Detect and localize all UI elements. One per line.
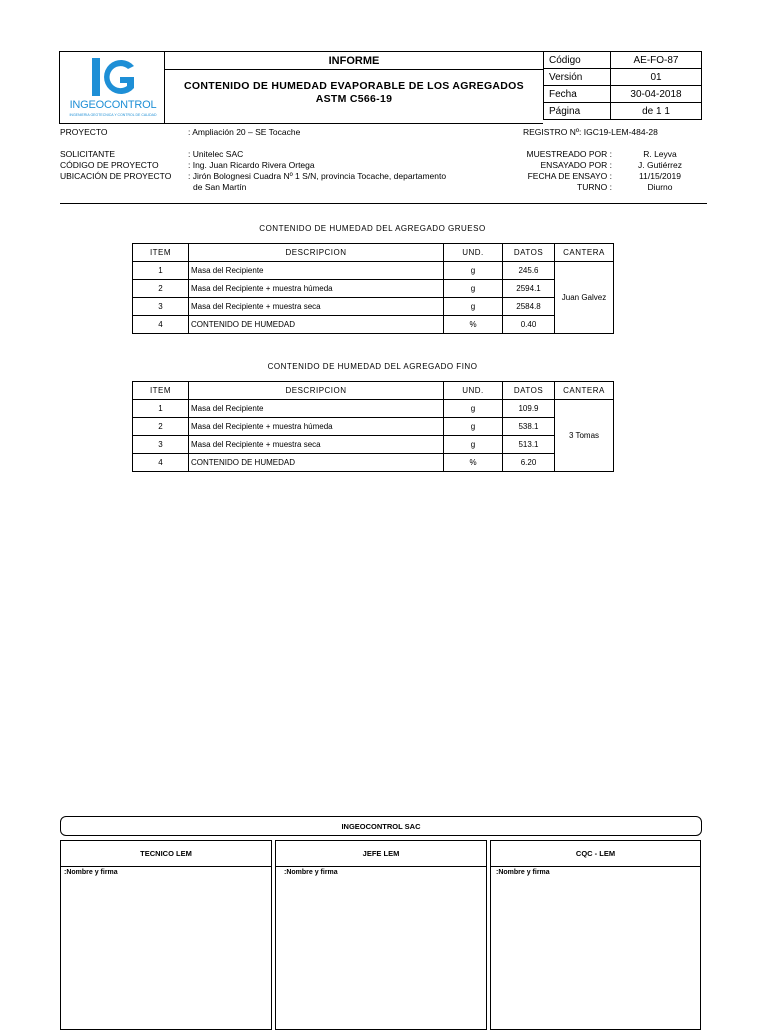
codigo-value: : Ing. Juan Ricardo Rivera Ortega	[188, 160, 315, 170]
cell-und: g	[444, 400, 503, 418]
signature-title: TECNICO LEM	[61, 841, 271, 867]
signature-box-cqc	[490, 840, 701, 1030]
doc-type: INFORME	[165, 52, 543, 70]
meta-value: 30-04-2018	[611, 86, 702, 103]
cell-item: 3	[133, 436, 189, 454]
cell-desc: Masa del Recipiente + muestra seca	[189, 298, 444, 316]
cell-und: %	[444, 454, 503, 472]
report-title-line1: CONTENIDO DE HUMEDAD EVAPORABLE DE LOS AGREGADOS	[184, 80, 524, 92]
proyecto-label: PROYECTO	[60, 127, 108, 137]
table-row	[133, 298, 614, 316]
cell-datos: 538.1	[503, 418, 555, 436]
cell-datos: 2594.1	[503, 280, 555, 298]
signature-title: JEFE LEM	[276, 841, 486, 867]
cell-datos: 245.6	[503, 262, 555, 280]
report-title	[165, 80, 543, 106]
cell-und: g	[444, 262, 503, 280]
cell-desc: CONTENIDO DE HUMEDAD	[189, 454, 444, 472]
col-datos: DATOS	[503, 382, 555, 400]
cell-datos: 109.9	[503, 400, 555, 418]
col-item: ITEM	[133, 244, 189, 262]
cell-datos: 6.20	[503, 454, 555, 472]
report-title-line2: ASTM C566-19	[315, 93, 393, 105]
solicitante-label: SOLICITANTE	[60, 149, 116, 159]
meta-label: Código	[544, 52, 611, 69]
cell-und: g	[444, 298, 503, 316]
logo-mark-icon	[90, 56, 138, 98]
cell-und: g	[444, 418, 503, 436]
logo-tagline: INGENIERIA GEOTECNICA Y CONTROL DE CALIDAD	[69, 113, 157, 117]
fino-section-title: CONTENIDO DE HUMEDAD DEL AGREGADO FINO	[267, 362, 478, 371]
muestreado-label: MUESTREADO POR :	[526, 149, 612, 159]
fecha-ensayo-value: 11/15/2019	[639, 171, 681, 181]
col-cantera: CANTERA	[555, 244, 614, 262]
table-row	[133, 316, 614, 334]
meta-label: Página	[544, 103, 611, 120]
cell-datos: 0.40	[503, 316, 555, 334]
table-row	[133, 418, 614, 436]
meta-value: AE-FO-87	[611, 52, 702, 69]
fecha-ensayo-label: FECHA DE ENSAYO :	[527, 171, 612, 181]
ubicacion-value-cont: de San Martín	[193, 182, 247, 192]
cell-desc: Masa del Recipiente	[189, 400, 444, 418]
meta-value: de 1 1	[611, 103, 702, 120]
fino-table	[132, 381, 614, 472]
table-row	[133, 400, 614, 418]
cell-item: 2	[133, 418, 189, 436]
col-cantera: CANTERA	[555, 382, 614, 400]
cell-und: g	[444, 280, 503, 298]
cell-datos: 2584.8	[503, 298, 555, 316]
col-und: UND.	[444, 244, 503, 262]
table-row	[133, 262, 614, 280]
ensayado-label: ENSAYADO POR :	[540, 160, 612, 170]
ubicacion-label: UBICACIÓN DE PROYECTO	[60, 171, 172, 181]
codigo-label: CÓDIGO DE PROYECTO	[60, 160, 159, 170]
col-desc: DESCRIPCION	[189, 244, 444, 262]
col-datos: DATOS	[503, 244, 555, 262]
signature-box-jefe	[275, 840, 487, 1030]
table-row	[133, 436, 614, 454]
cell-cantera: Juan Galvez	[555, 262, 614, 334]
divider	[60, 203, 707, 204]
col-desc: DESCRIPCION	[189, 382, 444, 400]
cell-item: 2	[133, 280, 189, 298]
cell-item: 4	[133, 316, 189, 334]
signature-label: :Nombre y firma	[284, 869, 338, 876]
cell-desc: Masa del Recipiente + muestra seca	[189, 436, 444, 454]
signature-title: CQC - LEM	[491, 841, 700, 867]
meta-label: Fecha	[544, 86, 611, 103]
signature-label: :Nombre y firma	[64, 869, 118, 876]
title-block	[165, 51, 543, 124]
signature-box-tecnico	[60, 840, 272, 1030]
table-row	[133, 454, 614, 472]
logo-text: INGEOCONTROL	[69, 99, 157, 111]
col-item: ITEM	[133, 382, 189, 400]
muestreado-value: R. Leyva	[643, 149, 677, 159]
cell-desc: CONTENIDO DE HUMEDAD	[189, 316, 444, 334]
document-meta-table	[543, 51, 702, 120]
cell-und: g	[444, 436, 503, 454]
meta-value: 01	[611, 69, 702, 86]
cell-desc: Masa del Recipiente	[189, 262, 444, 280]
ensayado-value: J. Gutiérrez	[638, 160, 682, 170]
cell-datos: 513.1	[503, 436, 555, 454]
cell-desc: Masa del Recipiente + muestra húmeda	[189, 280, 444, 298]
meta-label: Versión	[544, 69, 611, 86]
registro-number: REGISTRO Nº: IGC19-LEM-484-28	[523, 127, 658, 137]
company-logo	[59, 51, 165, 124]
cell-und: %	[444, 316, 503, 334]
cell-desc: Masa del Recipiente + muestra húmeda	[189, 418, 444, 436]
grueso-section-title: CONTENIDO DE HUMEDAD DEL AGREGADO GRUESO	[259, 224, 486, 233]
col-und: UND.	[444, 382, 503, 400]
cell-cantera: 3 Tomas	[555, 400, 614, 472]
proyecto-value: : Ampliación 20 – SE Tocache	[188, 127, 301, 137]
cell-item: 3	[133, 298, 189, 316]
turno-value: Diurno	[647, 182, 673, 192]
table-row	[133, 280, 614, 298]
solicitante-value: : Unitelec SAC	[188, 149, 244, 159]
signature-company-header: INGEOCONTROL SAC	[60, 816, 702, 836]
ubicacion-value: : Jirón Bolognesi Cuadra Nº 1 S/N, provincia Tocache, departamento	[188, 171, 447, 181]
turno-label: TURNO :	[577, 182, 612, 192]
signature-label: :Nombre y firma	[496, 869, 550, 876]
grueso-table	[132, 243, 614, 334]
cell-item: 1	[133, 400, 189, 418]
cell-item: 1	[133, 262, 189, 280]
cell-item: 4	[133, 454, 189, 472]
